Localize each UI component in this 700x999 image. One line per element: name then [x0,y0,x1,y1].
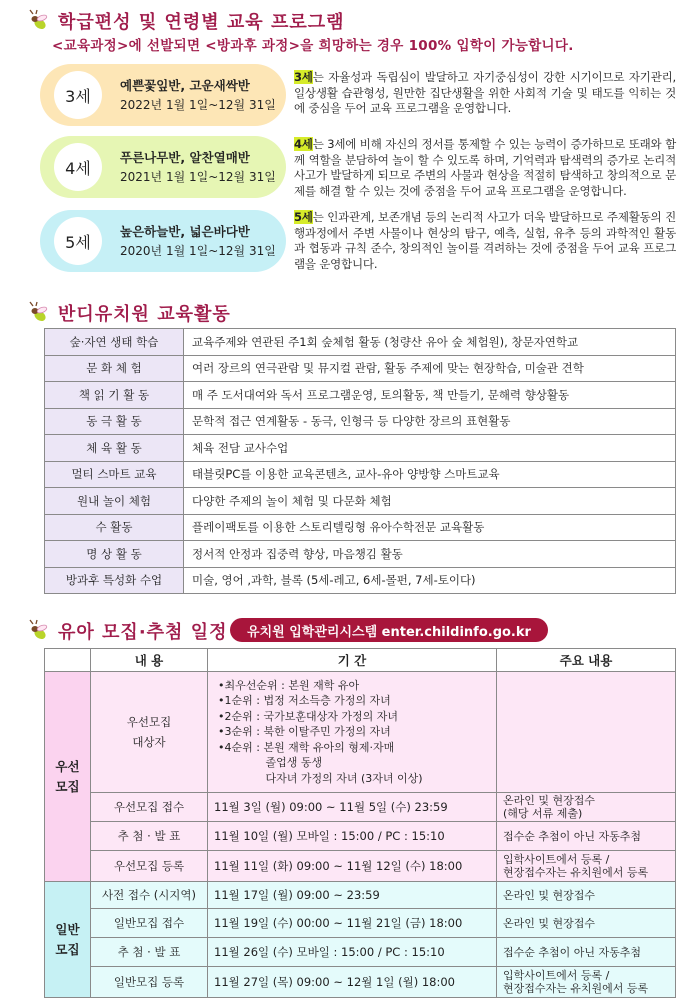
age-badge: 3세 [54,71,102,119]
section-title-recruitment [26,618,227,644]
activity-name: 책 읽 기 활 동 [45,382,184,409]
criteria-item: •최우선순위 : 본원 재학 유아 [218,678,360,692]
table-row [45,488,676,515]
table-row [45,851,676,882]
schedule-item: 사전 접수 (시지역) [91,882,208,909]
criteria-item: •1순위 : 법정 저소득층 가정의 자녀 [218,694,391,708]
criteria-item: •4순위 : 본원 재학 유아의 형제·자매 [218,740,395,754]
table-row [45,938,676,967]
section-title-text: 반디유치원 교육활동 [58,304,231,325]
activity-name: 체 육 활 동 [45,435,184,462]
priority-target-label: 우선모집 대상자 [91,672,208,793]
activity-name: 문 화 체 험 [45,355,184,382]
table-row [45,514,676,541]
table-row [45,461,676,488]
general-group-label: 일반 모집 [45,882,91,998]
schedule-period: 11월 27일 (목) 09:00 ~ 12월 1일 (월) 18:00 [208,967,497,998]
birth-dates: 2022년 1월 1일~12월 31일 [120,98,276,112]
schedule-note: 입학사이트에서 등록 / 현장접수자는 유치원에서 등록 [497,851,676,882]
table-row [45,355,676,382]
schedule-period: 11월 17일 (월) 09:00 ~ 23:59 [208,882,497,909]
schedule-item: 추 첨 · 발 표 [91,822,208,851]
table-row [45,909,676,938]
priority-criteria [208,672,497,793]
activity-name: 동 극 활 동 [45,408,184,435]
age-class-5 [40,210,286,272]
schedule-note: 접수순 추첨이 아닌 자동추첨 [497,822,676,851]
enrollment-notice: <교육과정>에 선발되면 <방과후 과정>을 희망하는 경우 100% 입학이 가능합니다. [52,38,574,54]
table-row [45,329,676,356]
firefly-icon [26,9,50,33]
section-title-programs [26,8,345,34]
activity-desc: 플레이팩토를 이용한 스토리텔링형 유아수학전문 교육활동 [184,514,676,541]
activity-name: 명 상 활 동 [45,541,184,568]
table-row [45,672,676,793]
activity-desc: 교육주제와 연관된 주1회 숲체험 활동 (청량산 유아 숲 체험원), 창문자연학교 [184,329,676,356]
table-row [45,435,676,462]
activity-desc: 정서적 안정과 집중력 향상, 마음챙김 활동 [184,541,676,568]
schedule-item: 일반모집 등록 [91,967,208,998]
criteria-item: •3순위 : 북한 이탈주민 가정의 자녀 [218,725,391,739]
table-row [45,541,676,568]
age-description-4: 4세는 3세에 비해 자신의 정서를 통제할 수 있는 능력이 증가하므로 또래와 함께 역할을 분담하여 놀이 할 수 있도록 하며, 기억력과 탐색력의 증가로 논리적 사고가 발달하게 되므로 주변의 사물과 현상을 적절히 탐색하고 창의적으로 문제를 해결 할 수 있는 것에 중점을 두어 교육 프로그램을 운영합니다. [294,137,676,198]
table-row [45,882,676,909]
activity-desc: 문학적 접근 연계활동 - 동극, 인형극 등 다양한 장르의 표현활동 [184,408,676,435]
admission-site-link[interactable]: 유치원 입학관리시스템 enter.childinfo.go.kr [230,618,548,642]
schedule-note: 온라인 및 현장접수 (해당 서류 제출) [497,793,676,822]
activity-desc: 다양한 주제의 놀이 체험 및 다문화 체험 [184,488,676,515]
class-names: 예쁜꽃잎반, 고운새싹반 [120,78,250,93]
schedule-period: 11월 19일 (수) 00:00 ~ 11월 21일 (금) 18:00 [208,909,497,938]
priority-group-label: 우선 모집 [45,672,91,882]
section-title-activities [26,300,231,326]
class-names: 높은하늘반, 넓은바다반 [120,224,250,239]
age-class-3 [40,64,286,126]
section-title-text: 학급편성 및 연령별 교육 프로그램 [58,12,345,33]
schedule-period: 11월 11일 (화) 09:00 ~ 11월 12일 (수) 18:00 [208,851,497,882]
activity-desc: 체육 전담 교사수업 [184,435,676,462]
schedule-note: 온라인 및 현장접수 [497,909,676,938]
firefly-icon [26,301,50,325]
birth-dates: 2020년 1월 1일~12월 31일 [120,244,276,258]
age-description-3: 3세는 자율성과 독립심이 발달하고 자기중심성이 강한 시기이므로 자기관리, 일상생활 습관형성, 원만한 집단생활을 위한 사회적 기술 및 태도를 익히는 것에 중심을 두어 교육 프로그램을 운영합니다. [294,70,676,115]
criteria-item: •2순위 : 국가보훈대상자 가정의 자녀 [218,709,398,723]
age-description-5: 5세는 인과관계, 보존개념 등의 논리적 사고가 더욱 발달하므로 주제활동의 진행과정에서 주변 사물이나 현상의 탐구, 예측, 실험, 유추 등의 과학적인 활동과 협동과 규칙 준수, 창의적인 놀이를 격려하는 것에 중점을 두어 교육 프로그램을 운영합니다. [294,210,676,271]
schedule-note: 접수순 추첨이 아닌 자동추첨 [497,938,676,967]
table-row [45,382,676,409]
activity-name: 방과후 특성화 수업 [45,567,184,594]
firefly-icon [26,619,50,643]
notes-cell [497,672,676,793]
activity-name: 수 활동 [45,514,184,541]
activity-desc: 태블릿PC를 이용한 교육콘텐츠, 교사-유아 양방향 스마트교육 [184,461,676,488]
activity-desc: 매 주 도서대여와 독서 프로그램운영, 토의활동, 책 만들기, 문해력 향상활동 [184,382,676,409]
schedule-item: 추 첨 · 발 표 [91,938,208,967]
criteria-item: 졸업생 동생 [218,756,323,770]
table-row [45,967,676,998]
activity-name: 원내 놀이 체험 [45,488,184,515]
table-row [45,822,676,851]
col-header-period: 기 간 [208,649,497,672]
schedule-item: 일반모집 접수 [91,909,208,938]
schedule-period: 11월 26일 (수) 모바일 : 15:00 / PC : 15:10 [208,938,497,967]
table-row [45,567,676,594]
schedule-note: 온라인 및 현장접수 [497,882,676,909]
criteria-item: 다자녀 가정의 자녀 (3자녀 이상) [218,771,423,785]
recruitment-schedule-table [44,648,676,998]
schedule-period: 11월 10일 (월) 모바일 : 15:00 / PC : 15:10 [208,822,497,851]
activity-name: 멀티 스마트 교육 [45,461,184,488]
schedule-note: 입학사이트에서 등록 / 현장접수자는 유치원에서 등록 [497,967,676,998]
activity-name: 숲·자연 생태 학습 [45,329,184,356]
group-header [45,649,91,672]
age-class-4 [40,136,286,198]
table-header-row [45,649,676,672]
activity-desc: 여러 장르의 연극관람 및 뮤지컬 관람, 활동 주제에 맞는 현장학습, 미술관 견학 [184,355,676,382]
activities-table [44,328,676,594]
section-title-text: 유아 모집·추첨 일정 [58,622,228,643]
schedule-item: 우선모집 접수 [91,793,208,822]
age-badge: 5세 [54,217,102,265]
schedule-item: 우선모집 등록 [91,851,208,882]
table-row [45,408,676,435]
age-badge: 4세 [54,143,102,191]
class-names: 푸른나무반, 알찬열매반 [120,150,250,165]
col-header-content: 내 용 [91,649,208,672]
schedule-period: 11월 3일 (월) 09:00 ~ 11월 5일 (수) 23:59 [208,793,497,822]
birth-dates: 2021년 1월 1일~12월 31일 [120,170,276,184]
table-row [45,793,676,822]
activity-desc: 미술, 영어 ,과학, 블록 (5세-레고, 6세-몰펀, 7세-토이다) [184,567,676,594]
col-header-notes: 주요 내용 [497,649,676,672]
